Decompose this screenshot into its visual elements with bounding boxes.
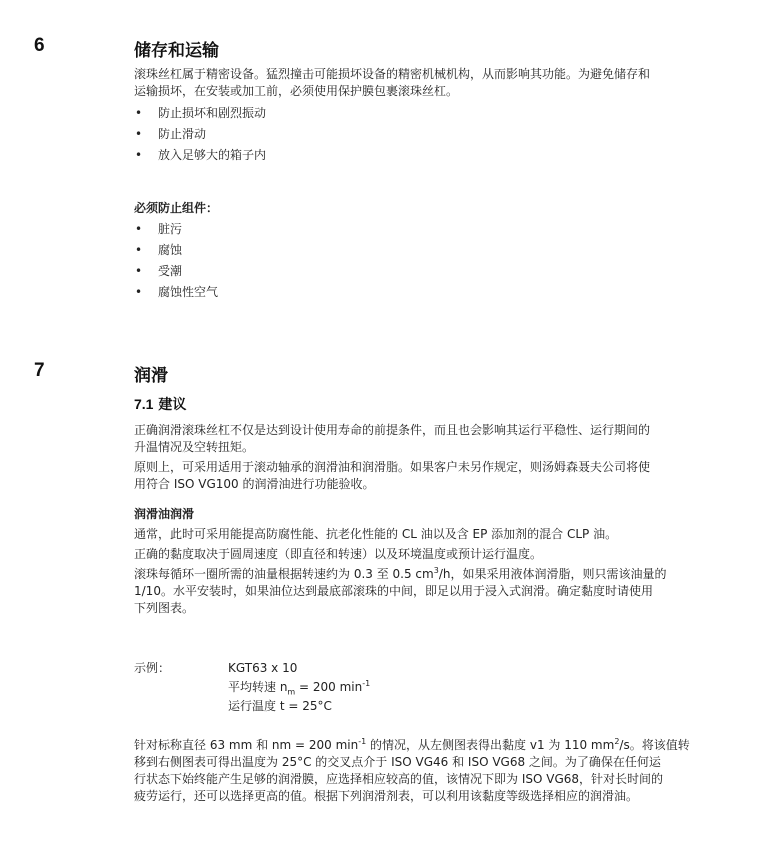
final-paragraph: 针对标称直径 63 mm 和 nm = 200 $\min^{-1}$ 的情况，从左侧图表得出黏度 v1 为 110 $mm^2/s$。将该值转 移到右侧图表可得出温度为 25°C 的交叉点介于 ISO VG46 和 ISO VG68 之间。为了确保在任何运 行状态下始终能产生足够的润滑膜，应选择相应较高的值，该情况下即为 ISO VG68，针对长时间的 疲劳运行，还可以选择更高的值。根据下列润滑剂表，可以利用该黏度等级选择相应的润滑油。	[134, 737, 690, 803]
bullet-icon: •	[135, 106, 143, 120]
list-item: • 放入足够大的箱子内	[134, 145, 724, 166]
example-temperature: 运行温度 t = 25°C	[228, 699, 332, 713]
list-item: • 防止损坏和剧烈振动	[134, 103, 724, 124]
list-item: • 受潮	[134, 261, 724, 282]
oil-para-1: 通常，此时可采用能提高防腐性能、抗老化性能的 CL 油以及含 EP 添加剂的混合 CLP 油。	[134, 527, 618, 541]
subsection-label: 建议	[158, 397, 187, 413]
example-speed: 平均转速 $n_m = 200$ $\min^{-1}$	[228, 679, 371, 697]
section-6-number: 6	[34, 35, 45, 56]
protect-label: 必须防止组件：	[134, 201, 219, 215]
subsection-title	[134, 396, 724, 414]
list-item: • 腐蚀性空气	[134, 282, 724, 303]
bullet-icon: •	[135, 243, 143, 257]
oil-para-3: 滚珠每循环一圈所需的油量根据转速约为 0.3 至 0.5 $cm^3/h$，如果采用液体润滑脂，则只需该油量的 1/10。水平安装时，如果油位达到最底部滚珠的中间，即足以用于浸入式润滑。确定黏度时请使用 下列图表。	[134, 566, 667, 615]
bullet-icon: •	[135, 264, 143, 278]
oil-lubrication-label: 润滑油润滑	[134, 507, 195, 521]
lubrication-para-1: 正确润滑滚珠丝杠不仅是达到设计使用寿命的前提条件，而且也会影响其运行平稳性、运行期间的 升温情况及空转扭矩。	[134, 423, 651, 454]
section-6-title: 储存和运输	[134, 41, 219, 61]
final-paragraph-block	[134, 737, 724, 808]
example-model: KGT63 x 10	[228, 661, 298, 675]
example-block	[134, 659, 724, 719]
bullet-icon: •	[135, 127, 143, 141]
bullet-icon: •	[135, 148, 143, 162]
example-label: 示例：	[134, 661, 171, 675]
protect-block	[134, 200, 724, 303]
section-7-number: 7	[34, 360, 45, 381]
list-item: • 脏污	[134, 219, 724, 240]
oil-para-2: 正确的黏度取决于圆周速度（即直径和转速）以及环境温度或预计运行温度。	[134, 547, 543, 561]
list-item: • 防止滑动	[134, 124, 724, 145]
section-7-title: 润滑	[134, 366, 168, 386]
subsection-number: 7.1	[134, 396, 154, 412]
example-values	[228, 659, 370, 716]
bullet-icon: •	[135, 222, 143, 236]
list-item: • 腐蚀	[134, 240, 724, 261]
lubrication-para-2: 原则上，可采用适用于滚动轴承的润滑油和润滑脂。如果客户未另作规定，则汤姆森聂夫公司将使 用符合 ISO VG100 的润滑油进行功能验收。	[134, 460, 651, 491]
section-6-body	[134, 66, 724, 166]
section-6-intro: 滚珠丝杠属于精密设备。猛烈撞击可能损坏设备的精密机械机构，从而影响其功能。为避免储存和 运输损坏，在安装或加工前，必须使用保护膜包裹滚珠丝杠。	[134, 67, 651, 98]
protect-list	[134, 219, 724, 303]
handling-list	[134, 103, 724, 166]
section-7-body	[134, 396, 724, 620]
bullet-icon: •	[135, 285, 143, 299]
